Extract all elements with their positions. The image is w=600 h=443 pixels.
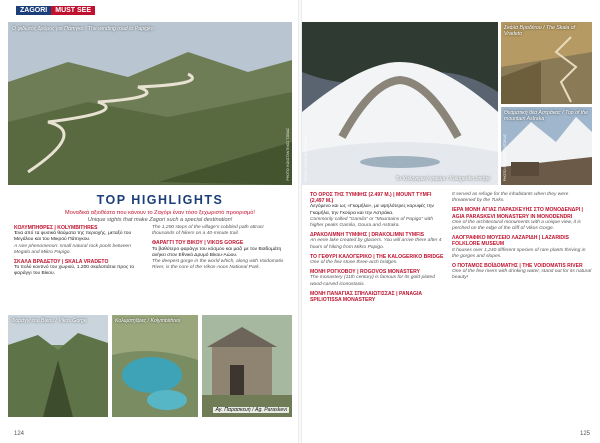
entry-spiliotissa-cont (452, 192, 592, 204)
entry-heading: ΣΚΑΛΑ ΒΡΑΔΕΤΟΥ | SKALA VRADETO (14, 259, 109, 266)
photo-agia-paraskevi (202, 315, 292, 417)
left-page (0, 0, 298, 443)
entry-greek: Ένα από τα φυσικά θαύματα της περιοχής, μεταξύ του Μεγάλου και του Μικρού Πάπιγκου. (14, 231, 132, 243)
intro-english: Unique sights that make Zagori such a special destination! (87, 217, 233, 223)
photo-skala-vradeto (501, 22, 592, 104)
left-column-2 (152, 225, 286, 274)
entry-english: It served as refuge for the inhabitants when they were threatened by the Turks. (452, 192, 569, 204)
kalogeriko-bridge-image (302, 22, 498, 185)
papigko-road-image (8, 22, 292, 185)
entry-english: A rare phenomenon: small natural rock pools between Megalo and Mikro Papigo. (14, 243, 131, 255)
entry-english: Commonly called "Gamila" or "Mountains of Papigo" with higher peaks Gamila, Goura and Astraka. (310, 216, 434, 229)
photo-papigko-road (8, 22, 292, 185)
photo-kalogeriko-bridge (302, 22, 498, 185)
entry-heading: ΦΑΡΑΓΓΙ ΤΟΥ ΒΙΚΟΥ | VIKOS GORGE (152, 240, 244, 247)
entry-vikos-gorge (152, 240, 286, 271)
entry-kolymbithres (14, 225, 140, 256)
entry-heading: ΛΑΟΓΡΑΦΙΚΟ ΜΟΥΣΕΙΟ ΛΑΖΑΡΙΔΗ | LAZARIDIS FOLKLORE MUSEUM (452, 235, 569, 248)
page-number-left: 124 (14, 431, 25, 437)
entry-greek: Το βαθύτερο φαράγγι του κόσμου και μαζί με τον Βοϊδομάτη ανήκει στον Εθνικό Δρυμό Βίκου-Αώου. (152, 246, 282, 258)
page-number-right: 125 (579, 431, 590, 437)
entry-agia-paraskevi (452, 207, 592, 232)
entry-mount-tymfi (310, 192, 444, 229)
right-page (302, 0, 600, 443)
intro-greek: Μοναδικά αξιοθέατα που κάνουν το Ζαγόρι έναν τόσο ξεχωριστό προορισμό! (65, 210, 255, 216)
entry-skala-vradeto (14, 259, 140, 278)
entry-rogovos (310, 269, 444, 288)
entry-english: The deepest gorge in the world which, along with Voidomatis River, is the core of the Vikos-Aoos National Park. (152, 259, 284, 271)
photo-credit: PHOTO: ΓΕΩΡΓΙΟΣ ΚΑΤΣΙΚΑΣ (503, 133, 507, 181)
right-column-1 (310, 192, 444, 306)
caption-skala: Σκάλα Βραδέτου / The Skala of Vradeto (504, 25, 576, 37)
entry-heading: ΜΟΝΗ ΠΑΝΑΓΙΑΣ ΣΠΗΛΑΙΩΤΙΣΣΑΣ | PANAGIA SPILIOTISSA MONASTERY (310, 290, 422, 304)
entry-english: It houses over 1,240 different species of rare plants thriving in the gorges and slopes. (452, 247, 586, 259)
entry-lazaridis-museum (452, 235, 592, 260)
entry-kalogeriko (310, 254, 444, 266)
entry-spiliotissa (310, 291, 444, 303)
caption-astraka: Θεαματική θέα Αστράκας / Top of the mountain Astraka (504, 110, 589, 122)
entry-heading: Ο ΠΟΤΑΜΟΣ ΒΟΪΔΟΜΑΤΗΣ | THE VOIDOMATIS RIVER (452, 263, 583, 270)
photo-kolymbithres (112, 315, 198, 417)
entry-heading: ΤΟ ΟΡΟΣ ΤΗΣ ΤΥΜΦΗΣ (2.497 Μ.) | MOUNT TYMFI (2,497 M.) (310, 192, 432, 205)
entry-english: One of the few stone three-arch bridges. (310, 260, 398, 266)
right-column-2 (452, 192, 592, 285)
section-label: MUST SEE (51, 6, 95, 15)
entry-drakolimni (310, 232, 444, 251)
photo-credit: PHOTO: ΚΩΝΣΤΑΝΤΙΝΟΣ ΤΖΙΒΑΣ (286, 128, 290, 181)
entry-heading: ΤΟ ΓΕΦΥΡΙ ΚΑΛΟΓΕΡΙΚΟ | THE KALOGERIKO BRIDGE (310, 253, 444, 260)
entry-english: The 1,200 steps of the village's cobbled path attract thousands of hikers on a 40-minute trail. (152, 225, 264, 237)
intro-text (40, 210, 280, 224)
region-label: ZAGORI (16, 6, 51, 15)
entry-heading: ΜΟΝΗ ΡΟΓΚΟΒΟΥ | ROGOVOS MONASTERY (310, 269, 421, 276)
entry-greek: Λεγόμενο και ως «Γκαμήλα», με υψηλότερες κορυφές την Γκαμήλα, την Γκούρα και την Αστράκα. (310, 204, 434, 216)
page-header (16, 6, 95, 15)
caption-kolymbithres: Κολυμπήθρες / Kolymbithres (115, 318, 181, 324)
entry-skala-cont (152, 225, 286, 237)
caption-vikos: Φαράγγι του Βίκου / Vikos Gorge (11, 318, 87, 324)
entry-voidomatis (452, 263, 592, 282)
entry-heading: ΔΡΑΚΟΛΙΜΝΗ ΤΥΜΦΗΣ | DRAKOLIMNI TYMFIS (310, 232, 425, 239)
agia-paraskevi-image (202, 315, 292, 417)
photo-astraka (501, 107, 592, 185)
caption-kalogeriko: Το Καλογερικό γεφύρι / Kalogeriko bridge (395, 176, 490, 182)
caption-papigko-road: Ο φιδωτός δρόμος για Πάπιγκο / The winding road to Papigko (12, 26, 154, 32)
entry-english: One of the few rivers with drinking water, stand out for its natural beauty! (452, 269, 592, 281)
photo-credit: PHOTO: NIKOLAOS DOUKAS (304, 134, 308, 181)
entry-greek: Το πολύ κοντινό του χωριού, 1.200 σκαλοπάτια προς το φαράγγι του Βίκου. (14, 265, 135, 277)
vikos-gorge-image (8, 315, 108, 417)
caption-paraskevi: Αγ. Παρασκευή / Ag. Paraskevi (215, 407, 287, 413)
entry-english: One of the architectural monuments with a unique view, it is perched on the edge of the cliff of Vikos Gorge. (452, 219, 581, 232)
entry-heading: ΙΕΡΑ ΜΟΝΗ ΑΓΙΑΣ ΠΑΡΑΣΚΕΥΗΣ ΣΤΟ ΜΟΝΟΔΕΝΔΡΙ | AGIA PARASKEVI MONASTERY IN MONODENDRI (452, 207, 583, 220)
kolymbithres-image (112, 315, 198, 417)
entry-english: The monastery (11th century) is famous for its gold-plated wood-carved iconostasis. (310, 275, 435, 287)
left-column-1 (14, 225, 140, 281)
entry-english: An eerie lake created by glaciers. You will arrive there after 4 hours of hiking from Mikro Papigo. (310, 238, 442, 250)
photo-vikos-gorge (8, 315, 108, 417)
entry-heading: ΚΟΛΥΜΠΗΘΡΕΣ | KOLYMBITHRES (14, 225, 98, 231)
page-title: TOP HIGHLIGHTS (96, 193, 224, 207)
